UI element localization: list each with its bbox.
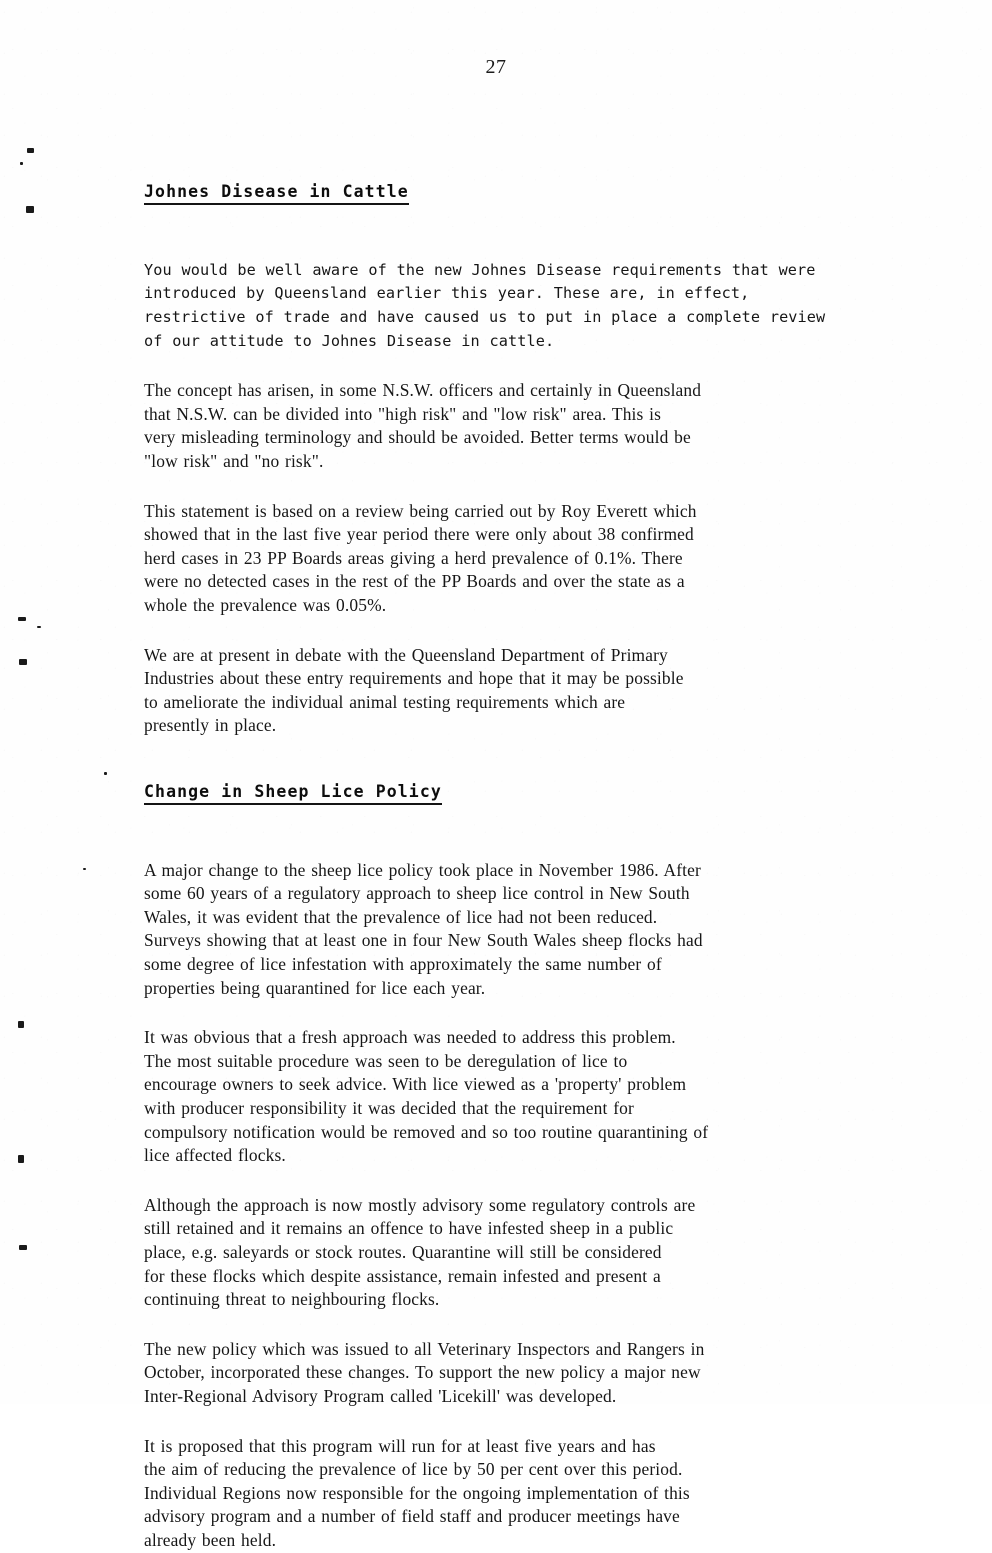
paragraph xyxy=(144,1194,892,1312)
paragraph-line: We are at present in debate with the Queensland Department of Primary xyxy=(144,644,668,665)
paragraph-line: encourage owners to seek advice. With lice viewed as a 'property' problem xyxy=(144,1074,687,1095)
paragraph-line: Inter-Regional Advisory Program called 'Licekill' was developed. xyxy=(144,1385,617,1406)
paragraph-line: lice affected flocks. xyxy=(144,1145,286,1166)
scan-speckle xyxy=(104,772,107,775)
paragraph-line: with producer responsibility it was decided that the requirement for xyxy=(144,1098,634,1119)
paragraph-line: some 60 years of a regulatory approach to sheep lice control in New South xyxy=(144,883,690,904)
scan-speckle xyxy=(18,1155,24,1163)
scan-speckle xyxy=(83,868,86,870)
paragraph-line: "low risk" and "no risk". xyxy=(144,450,324,471)
document-body xyxy=(144,182,892,1553)
section-heading-wrap xyxy=(144,182,892,233)
paragraph-line: advisory program and a number of field staff and producer meetings have xyxy=(144,1506,680,1527)
paragraph-line: herd cases in 23 PP Boards areas giving a herd prevalence of 0.1%. There xyxy=(144,547,683,568)
paragraph-line: introduced by Queensland earlier this year. These are, in effect, xyxy=(144,284,750,303)
scan-speckle xyxy=(37,626,41,628)
paragraph-line: properties being quarantined for lice each year. xyxy=(144,977,486,998)
scan-speckle xyxy=(19,1245,27,1250)
paragraph xyxy=(144,259,892,353)
paragraph-line: very misleading terminology and should be avoided. Better terms would be xyxy=(144,427,691,448)
paragraph-line: for these flocks which despite assistance, remain infested and present a xyxy=(144,1265,661,1286)
paragraph-line: You would be well aware of the new Johnes Disease requirements that were xyxy=(144,260,816,279)
paragraph-line: showed that in the last five year period there were only about 38 confirmed xyxy=(144,524,694,545)
scan-speckle xyxy=(20,162,23,165)
paragraph xyxy=(144,1338,892,1409)
paragraph-line: to ameliorate the individual animal testing requirements which are xyxy=(144,691,626,712)
paragraph-line: some degree of lice infestation with approximately the same number of xyxy=(144,954,662,975)
paragraph-line: It is proposed that this program will run for at least five years and has xyxy=(144,1435,656,1456)
scan-speckle xyxy=(18,617,26,621)
paragraph-line: compulsory notification would be removed and so too routine quarantining of xyxy=(144,1121,709,1142)
scan-speckle xyxy=(27,148,34,153)
paragraph-line: already been held. xyxy=(144,1529,277,1550)
paragraph-line: were no detected cases in the rest of the PP Boards and over the state as a xyxy=(144,571,685,592)
scan-speckle xyxy=(26,206,34,213)
paragraph xyxy=(144,1026,892,1168)
paragraph-line: The concept has arisen, in some N.S.W. officers and certainly in Queensland xyxy=(144,380,702,401)
scan-speckle xyxy=(18,1021,24,1028)
paragraph xyxy=(144,500,892,618)
page-number: 27 xyxy=(485,56,507,78)
paragraph-line: restrictive of trade and have caused us to put in place a complete review xyxy=(144,307,826,326)
paragraph-line: Individual Regions now responsible for the ongoing implementation of this xyxy=(144,1482,690,1503)
paragraph-line: A major change to the sheep lice policy took place in November 1986. After xyxy=(144,859,701,880)
paragraph-line: whole the prevalence was 0.05%. xyxy=(144,594,387,615)
section-heading: Johnes Disease in Cattle xyxy=(144,182,409,205)
paragraph-line: It was obvious that a fresh approach was needed to address this problem. xyxy=(144,1027,676,1048)
paragraph-line: presently in place. xyxy=(144,715,277,736)
paragraph-line: the aim of reducing the prevalence of lice by 50 per cent over this period. xyxy=(144,1459,683,1480)
paragraph xyxy=(144,644,892,738)
paragraph xyxy=(144,859,892,1001)
paragraph-line: Wales, it was evident that the prevalence of lice had not been reduced. xyxy=(144,906,658,927)
section-heading-wrap xyxy=(144,782,892,833)
paragraph-line: place, e.g. saleyards or stock routes. Quarantine will still be considered xyxy=(144,1242,662,1262)
paragraph-line: Surveys showing that at least one in four New South Wales sheep flocks had xyxy=(144,930,703,951)
paragraph-line: This statement is based on a review being carried out by Roy Everett which xyxy=(144,500,697,521)
paragraph-line: of our attitude to Johnes Disease in cattle. xyxy=(144,331,555,350)
paragraph-line: that N.S.W. can be divided into "high risk" and "low risk" area. This is xyxy=(144,403,662,424)
section-heading: Change in Sheep Lice Policy xyxy=(144,782,442,805)
paragraph-line: Industries about these entry requirements and hope that it may be possible xyxy=(144,668,684,689)
paragraph-line: continuing threat to neighbouring flocks. xyxy=(144,1289,440,1310)
paragraph xyxy=(144,379,892,473)
paragraph-line: still retained and it remains an offence to have infested sheep in a public xyxy=(144,1218,674,1239)
paragraph-line: Although the approach is now mostly advisory some regulatory controls are xyxy=(144,1194,696,1215)
paragraph-line: October, incorporated these changes. To support the new policy a major new xyxy=(144,1362,701,1383)
paragraph xyxy=(144,1435,892,1553)
paragraph-line: The most suitable procedure was seen to be deregulation of lice to xyxy=(144,1050,628,1071)
paragraph-line: The new policy which was issued to all Veterinary Inspectors and Rangers in xyxy=(144,1338,705,1359)
scan-speckle xyxy=(19,659,27,665)
